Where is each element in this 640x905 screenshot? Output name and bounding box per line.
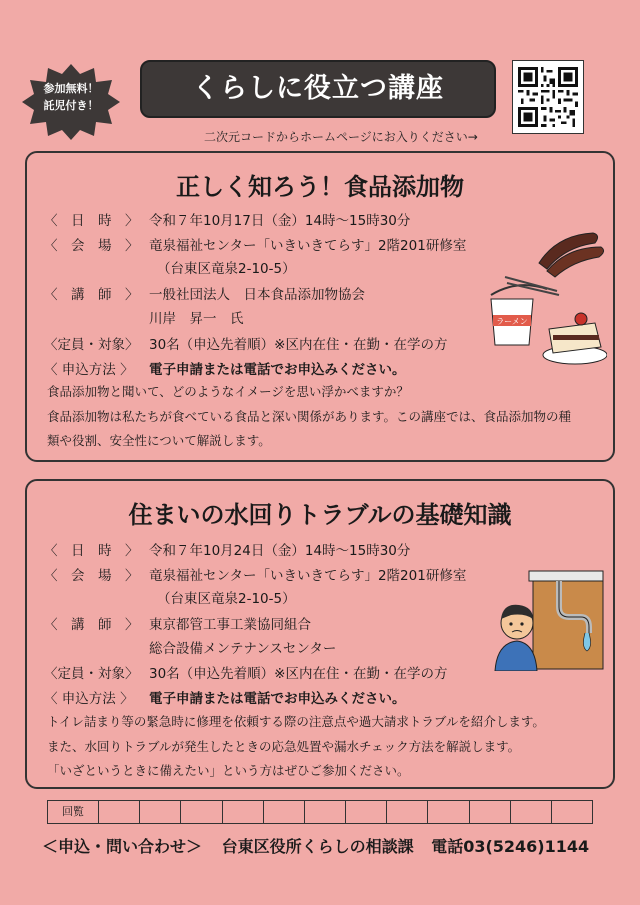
- circulation-label: 回覧: [62, 805, 84, 818]
- stamp-cell: [98, 801, 139, 823]
- qr-note: 二次元コードからホームページにお入りください→: [204, 130, 478, 144]
- course2-capacity-label: 〈定員・対象〉: [44, 666, 139, 682]
- course2-title: 住まいの水回りトラブルの基礎知識: [128, 501, 512, 529]
- course1-venue-label: 〈 会 場 〉: [44, 238, 139, 254]
- stamp-cell: [222, 801, 263, 823]
- plumbing-illustration: [489, 567, 607, 671]
- course1-date-label: 〈 日 時 〉: [44, 213, 139, 229]
- course2-desc-line2: また、水回りトラブルが発生したときの応急処置や漏水チェック方法を解説します。: [47, 739, 521, 754]
- course2-venue-label: 〈 会 場 〉: [44, 568, 139, 584]
- course1-panel: [25, 151, 615, 462]
- course2-date: 令和７年10月24日（金）14時～15時30分: [149, 543, 411, 559]
- course2-lecturer-label: 〈 講 師 〉: [44, 617, 139, 633]
- course1-title: 正しく知ろう！食品添加物: [176, 173, 464, 201]
- course1-desc-line1: 食品添加物と聞いて、どのようなイメージを思い浮かべますか？: [47, 384, 409, 399]
- course2-venue-address: （台東区竜泉2-10-5）: [157, 591, 296, 607]
- water-drop-icon: [583, 633, 590, 651]
- course1-lecturer-org: 一般社団法人 日本食品添加物協会: [149, 287, 365, 303]
- contact-phone[interactable]: 電話03(5246)1144: [431, 837, 590, 856]
- page-title: くらしに役立つ講座: [140, 60, 496, 118]
- stamp-cell: [427, 801, 468, 823]
- course2-lecturer-org: 東京都管工事工業協同組合: [149, 617, 311, 633]
- qr-code-icon: [518, 66, 578, 128]
- free-childcare-badge: [22, 64, 120, 140]
- course1-apply-label: 〈 申込方法 〉: [44, 362, 134, 378]
- course1-desc-line2: 食品添加物は私たちが食べている食品と深い関係があります。この講座では、食品添加物の種: [47, 409, 572, 424]
- stamp-cell: [386, 801, 427, 823]
- stamp-cell: [510, 801, 551, 823]
- course2-apply: 電子申請または電話でお申込みください。: [149, 691, 406, 707]
- course1-lecturer-label: 〈 講 師 〉: [44, 287, 139, 303]
- contact-office: 台東区役所くらしの相談課: [221, 837, 414, 856]
- stamp-cell: [551, 801, 592, 823]
- course2-capacity: 30名（申込先着順）※区内在住・在勤・在学の方: [149, 666, 448, 682]
- stamp-cell: [180, 801, 221, 823]
- badge-line1: 参加無料！: [43, 82, 99, 95]
- contact-label: ＜申込・問い合わせ＞: [42, 837, 203, 856]
- contact-info: [42, 834, 589, 857]
- qr-code[interactable]: [512, 60, 584, 134]
- course1-date: 令和７年10月17日（金）14時～15時30分: [149, 213, 411, 229]
- course1-desc-line3: 類や役割、安全性について解説します。: [47, 433, 271, 448]
- course1-lecturer-name: 川岸 昇一 氏: [149, 311, 244, 327]
- course2-apply-label: 〈 申込方法 〉: [44, 691, 134, 707]
- course2-date-label: 〈 日 時 〉: [44, 543, 139, 559]
- badge-line2: 託児付き！: [43, 99, 99, 112]
- ramen-label: ラーメン: [496, 317, 528, 326]
- stamp-cell: [139, 801, 180, 823]
- circulation-stamp-row: [47, 800, 593, 824]
- stamp-cell: [469, 801, 510, 823]
- course2-venue: 竜泉福祉センター「いきいきてらす」2階201研修室: [149, 568, 467, 584]
- stamp-cell: [263, 801, 304, 823]
- course2-panel: [25, 479, 615, 789]
- stamp-cell: [345, 801, 386, 823]
- course1-apply: 電子申請または電話でお申込みください。: [149, 362, 406, 378]
- course2-desc-line3: 「いざというときに備えたい」という方はぜひご参加ください。: [47, 763, 410, 778]
- stamp-cell: [304, 801, 345, 823]
- food-illustration: [477, 225, 607, 375]
- course1-capacity: 30名（申込先着順）※区内在住・在勤・在学の方: [149, 337, 448, 353]
- course2-lecturer-dept: 総合設備メンテナンスセンター: [149, 641, 337, 657]
- course1-capacity-label: 〈定員・対象〉: [44, 337, 139, 353]
- course1-venue-address: （台東区竜泉2-10-5）: [157, 261, 296, 277]
- course2-desc-line1: トイレ詰まり等の緊急時に修理を依頼する際の注意点や過大請求トラブルを紹介します。: [47, 714, 545, 729]
- sausage-icon: [539, 233, 604, 277]
- cake-icon: [543, 313, 607, 364]
- cup-noodle-icon: [491, 277, 559, 345]
- course1-venue: 竜泉福祉センター「いきいきてらす」2階201研修室: [149, 238, 467, 254]
- worker-icon: [495, 605, 537, 671]
